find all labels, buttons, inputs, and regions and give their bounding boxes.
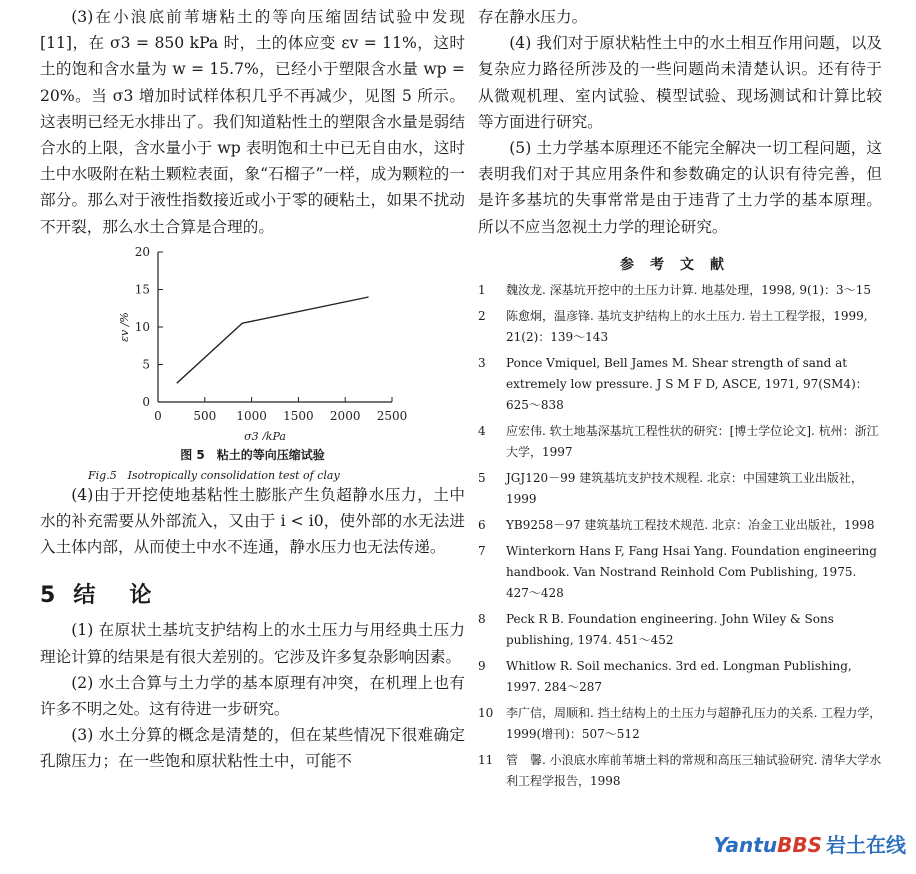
section-heading — [40, 578, 465, 609]
paragraph-3: (3)在小浪底前苇塘粘土的等向压缩固结试验中发现[11]，在 σ3 = 850 kPa 时，土的体应变 εv = 11%，这时土的饱和含水量为 w = 15.7%，已经小于塑限含水量 wp = 20%。当 σ3 增加时试样体积几乎不再减少，见图 5 所示。这表明已经无水排出了。我们知道粘性土的塑限含水量是弱结合水的上限，含水量小于 wp 表明饱和土中已无自由水，这时土中水吸附在粘土颗粒表面，象“石榴子”一样，成为颗粒的一部分。那么对于液性指数接近或小于零的硬粘土，如果不扰动不开裂，那么水土合算是合理的。 — [40, 8, 465, 236]
series-line — [177, 297, 369, 383]
conclusion-3: (3) 水土分算的概念是清楚的，但在某些情况下很难确定孔隙压力；在一些饱和原状粘性土中，可能不 — [40, 726, 465, 771]
reference-item — [478, 609, 882, 651]
x-axis-label: σ3 /kPa — [244, 429, 286, 440]
conclusion-4: (4) 我们对于原状粘性土中的水土相互作用问题，以及复杂应力路径所涉及的一些问题尚未清楚认识。还有待于从微观机理、室内试验、模型试验、现场测试和计算比较等方面进行研究。 — [478, 34, 882, 131]
conclusion-5: (5) 土力学基本原理还不能完全解决一切工程问题，这表明我们对于其应用条件和参数确定的认识有待完善，但是许多基坑的失事常常是由于违背了土力学的基本原理。所以不应当忽视土力学的理论研究。 — [478, 139, 882, 236]
section-title: 结论 — [73, 583, 186, 609]
paragraph-4: (4)由于开挖使地基粘性土膨胀产生负超静水压力，土中水的补充需要从外部流入，又由于 i < i0，使外部的水无法进入土体内部，从而使土中水不连通，静水压力也无法传递。 — [40, 485, 465, 557]
figure-5 — [40, 240, 465, 482]
reference-item — [478, 656, 882, 698]
x-tick-label: 2500 — [376, 408, 408, 423]
reference-text: Ponce Vmiquel, Bell James M. Shear strength of sand at extremely low pressure. J S M F D, ASCE, 1971, 97(SM4)：625～838 — [506, 355, 868, 412]
reference-text: Whitlow R. Soil mechanics. 3rd ed. Longman Publishing, 1997. 284～287 — [506, 658, 852, 694]
reference-text: 应宏伟. 软土地基深基坑工程性状的研究：[博士学位论文]. 杭州：浙江大学，1997 — [506, 423, 879, 459]
reference-number: 8 — [478, 611, 486, 626]
conclusion-1: (1) 在原状土基坑支护结构上的水土压力与用经典土压力理论计算的结果是有很大差别的。它涉及许多复杂影响因素。 — [40, 621, 465, 666]
right-column — [478, 0, 882, 797]
conclusion-2: (2) 水土合算与土力学的基本原理有冲突，在机理上也有许多不明之处。这有待进一步研究。 — [40, 673, 465, 719]
reference-number: 11 — [478, 752, 494, 767]
x-tick-label: 0 — [154, 408, 162, 423]
references-list — [478, 280, 882, 792]
references-title: 参考文献 — [620, 256, 740, 273]
reference-text: JGJ120－99 建筑基坑支护技术规程. 北京：中国建筑工业出版社，1999 — [506, 470, 863, 506]
reference-text: 李广信，周顺和. 挡土结构上的土压力与超静孔压力的关系. 工程力学，1999(增刊)：507～512 — [506, 705, 882, 741]
reference-text: 陈愈炯，温彦锋. 基坑支护结构上的水土压力. 岩土工程学报，1999, 21(2)：139～143 — [506, 308, 868, 344]
y-tick-label: 15 — [134, 282, 150, 297]
reference-item — [478, 280, 882, 301]
y-axis-label: εv /% — [118, 311, 131, 342]
reference-number: 10 — [478, 705, 494, 720]
left-column — [40, 0, 465, 775]
reference-item — [478, 306, 882, 348]
y-tick-label: 10 — [134, 319, 150, 334]
consolidation-chart — [40, 240, 465, 440]
reference-text: 魏汝龙. 深基坑开挖中的土压力计算. 地基处理，1998, 9(1)：3～15 — [506, 282, 871, 297]
reference-item — [478, 541, 882, 604]
section-number: 5 — [40, 583, 56, 609]
watermark-bbs: BBS — [777, 833, 822, 857]
watermark-cn: 岩土在线 — [826, 833, 906, 857]
watermark-yantu: Yantu — [713, 833, 778, 857]
x-tick-label: 2000 — [329, 408, 361, 423]
reference-text: 管 馨. 小浪底水库前苇塘土料的常规和高压三轴试验研究. 清华大学水利工程学报告，1998 — [506, 752, 882, 788]
reference-item — [478, 750, 882, 792]
reference-number: 4 — [478, 423, 486, 438]
reference-item — [478, 421, 882, 463]
reference-number: 2 — [478, 308, 486, 323]
y-tick-label: 0 — [142, 394, 150, 409]
reference-number: 6 — [478, 517, 486, 532]
reference-number: 9 — [478, 658, 486, 673]
x-tick-label: 1500 — [283, 408, 314, 423]
x-tick-label: 1000 — [236, 408, 267, 423]
reference-item — [478, 703, 882, 745]
reference-number: 3 — [478, 355, 486, 370]
reference-number: 5 — [478, 470, 486, 485]
reference-item — [478, 353, 882, 416]
y-tick-label: 5 — [142, 357, 150, 372]
reference-text: Peck R B. Foundation engineering. John Wiley & Sons publishing, 1974. 451～452 — [506, 611, 834, 647]
y-tick-label: 20 — [134, 244, 150, 259]
figure-caption-cn: 图 5 粘土的等向压缩试验 — [180, 447, 325, 462]
x-tick-label: 500 — [193, 408, 217, 423]
reference-number: 1 — [478, 282, 486, 297]
reference-number: 7 — [478, 543, 486, 558]
conclusion-3-continued: 存在静水压力。 — [478, 8, 588, 26]
reference-text: YB9258－97 建筑基坑工程技术规范. 北京：冶金工业出版社，1998 — [506, 517, 875, 532]
figure-caption-en: Fig.5 Isotropically consolidation test of clay — [88, 468, 340, 482]
reference-item — [478, 468, 882, 510]
reference-text: Winterkorn Hans F, Fang Hsai Yang. Foundation engineering handbook. Van Nostrand Reinhold Com Publishing, 1975. 427～428 — [506, 543, 877, 600]
reference-item — [478, 515, 882, 536]
watermark-logo — [713, 829, 906, 858]
